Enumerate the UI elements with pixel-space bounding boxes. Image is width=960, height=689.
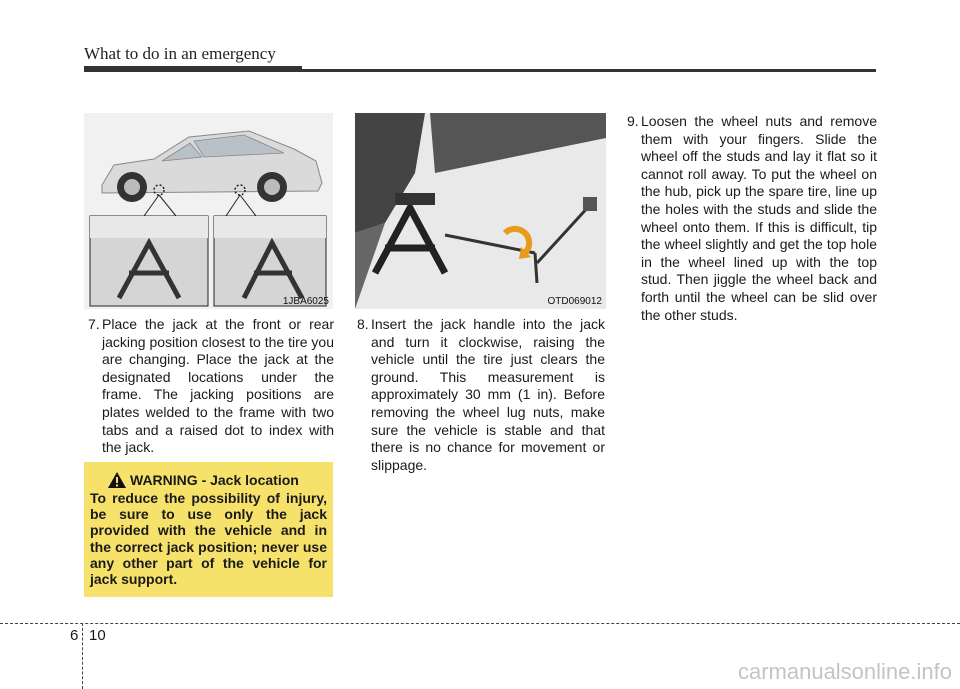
step-9 [627,113,877,324]
warning-text: To reduce the possibility of injury, be sure to use only the jack provided with the vehicle and in the correct jack position; never use any other part of the vehicle for jack support. [90,490,327,588]
step-8 [357,316,605,474]
warning-title [130,472,299,488]
figure-caption: OTD069012 [547,296,602,307]
watermark: carmanualsonline.info [737,659,952,684]
step-number: 8. [357,316,369,332]
footer-separator [82,623,83,689]
step-text: Loosen the wheel nuts and remove them with your fingers. Slide the wheel off the studs and lay it flat so it cannot roll away. To put the wheel on the hub, pick up the spare tire, line up the holes with the studs and slide the wheel onto them. If this is difficult, tip the wheel slightly and get the top hole in the wheel lined up with the top stud. Then jiggle the wheel back and forth until the wheel can be slid over the other studs. [641,113,877,323]
figure-jacking-points [84,113,333,309]
figure-jack-handle [355,113,606,309]
jack-handle-illustration [355,113,606,309]
footer-rule [0,623,960,624]
warning-icon [108,472,126,488]
warning-box [84,462,333,597]
page-number: 10 [89,627,106,644]
figure-caption: 1JBA6025 [282,296,329,307]
section-number: 6 [70,627,79,644]
page-header-title: What to do in an emergency [84,44,276,63]
step-number: 9. [627,113,639,129]
step-text: Insert the jack handle into the jack and turn it clockwise, raising the vehicle until the tire just clears the ground. This measurement is approximately 30 mm (1 in). Before removing the wheel lug nuts, make sure the vehicle is stable and that there is no chance for movement or slippage. [371,316,605,473]
step-number: 7. [88,316,100,332]
step-7 [88,316,334,457]
header-rule [84,69,876,72]
car-jack-illustration [84,113,333,309]
warning-subtitle: - Jack location [201,472,299,488]
step-text: Place the jack at the front or rear jacking position closest to the tire you are changing. Place the jack at the designated locations under the frame. The jacking positions are plates welded to the frame with two tabs and a raised dot to index with the jack. [102,316,334,456]
warning-label: WARNING [130,472,198,488]
